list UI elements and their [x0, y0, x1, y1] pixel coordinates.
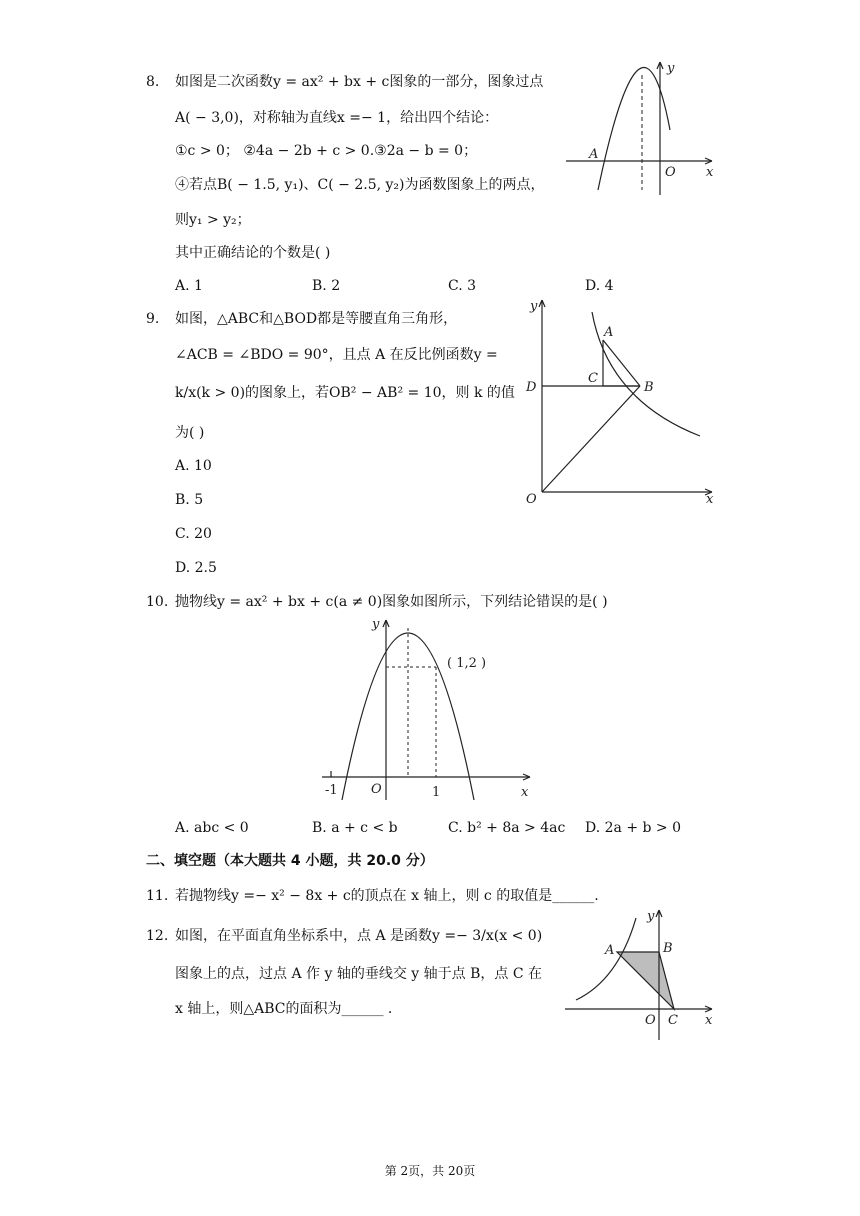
q12-line-1: 如图，在平面直角坐标系中，点 A 是函数y =− 3/x(x < 0) [175, 928, 543, 944]
q10-option-a: A. abc < 0 [175, 820, 249, 836]
q8-label-y: y [667, 61, 675, 76]
q8-label-x: x [706, 165, 714, 180]
page-footer: 第 2页，共 20页 [384, 1164, 476, 1178]
q9-line-4: 为( ) [175, 425, 205, 441]
q9-label-x: x [706, 492, 714, 507]
q8-number: 8. [146, 74, 160, 90]
q11-stem: 若抛物线y =− x² − 8x + c的顶点在 x 轴上，则 c 的取值是______. [175, 888, 599, 904]
q12-number: 12. [146, 928, 169, 944]
q9-label-y: y [530, 299, 538, 314]
q9-option-c: C. 20 [175, 526, 212, 542]
q8-option-d: D. 4 [585, 278, 614, 294]
q10-option-b: B. a + c < b [312, 820, 398, 836]
section-2-heading: 二、填空题（本大题共 4 小题，共 20.0 分） [146, 853, 434, 869]
q9-line-1: 如图，△ABC和△BOD都是等腰直角三角形， [175, 311, 458, 327]
q10-option-d: D. 2a + b > 0 [585, 820, 682, 836]
q8-line-6: 其中正确结论的个数是( ) [175, 245, 331, 261]
q8-line-5: 则y₁ > y₂； [175, 212, 251, 228]
q12-label-y: y [647, 909, 655, 924]
q8-line-3: ①c > 0； ②4a − 2b + c > 0.③2a − b = 0； [175, 143, 478, 159]
q10-label-y: y [372, 617, 380, 632]
q9-label-c: C [588, 371, 598, 386]
q9-number: 9. [146, 311, 160, 327]
q8-line-1: 如图是二次函数y = ax² + bx + c图象的一部分，图象过点 [175, 74, 544, 90]
q9-label-d: D [526, 380, 537, 395]
q10-option-c: C. b² + 8a > 4ac [448, 820, 566, 836]
q12-line-2: 图象上的点，过点 A 作 y 轴的垂线交 y 轴于点 B，点 C 在 [175, 966, 542, 982]
q8-line-4: ④若点B( − 1.5, y₁)、C( − 2.5, y₂)为函数图象上的两点， [175, 177, 545, 193]
q11-number: 11. [146, 888, 169, 904]
q12-label-o: O [645, 1013, 656, 1028]
q8-line-2: A( − 3,0)，对称轴为直线x =− 1，给出四个结论： [175, 110, 499, 126]
q12-label-a: A [605, 943, 615, 958]
q8-option-b: B. 2 [312, 278, 341, 294]
q9-line-3: k/x(k > 0)的图象上，若OB² − AB² = 10，则 k 的值 [175, 385, 515, 401]
q10-label-point: ( 1,2 ) [447, 656, 487, 671]
q10-stem: 抛物线y = ax² + bx + c(a ≠ 0)图象如图所示，下列结论错误的是( ) [175, 594, 608, 610]
q9-option-d: D. 2.5 [175, 560, 217, 576]
q10-number: 10. [146, 594, 169, 610]
q9-label-a: A [604, 325, 614, 340]
q12-line-3: x 轴上，则△ABC的面积为______ . [175, 1001, 393, 1017]
q8-label-a: A [589, 147, 599, 162]
q10-label-1: 1 [432, 785, 441, 800]
q8-option-a: A. 1 [175, 278, 203, 294]
q10-label-o: O [371, 782, 382, 797]
q12-shaded-triangle [617, 952, 674, 1009]
q12-label-b: B [663, 941, 673, 956]
q12-label-x: x [705, 1013, 713, 1028]
q9-label-b: B [644, 380, 654, 395]
q10-label-x: x [521, 785, 529, 800]
q8-label-o: O [665, 165, 676, 180]
q9-line-2: ∠ACB = ∠BDO = 90°，且点 A 在反比例函数y = [175, 347, 498, 363]
q9-label-o: O [526, 492, 537, 507]
q9-option-a: A. 10 [175, 458, 212, 474]
q12-label-c: C [668, 1013, 678, 1028]
q10-label-neg1: -1 [325, 783, 338, 798]
q8-option-c: C. 3 [448, 278, 477, 294]
q9-option-b: B. 5 [175, 492, 204, 508]
